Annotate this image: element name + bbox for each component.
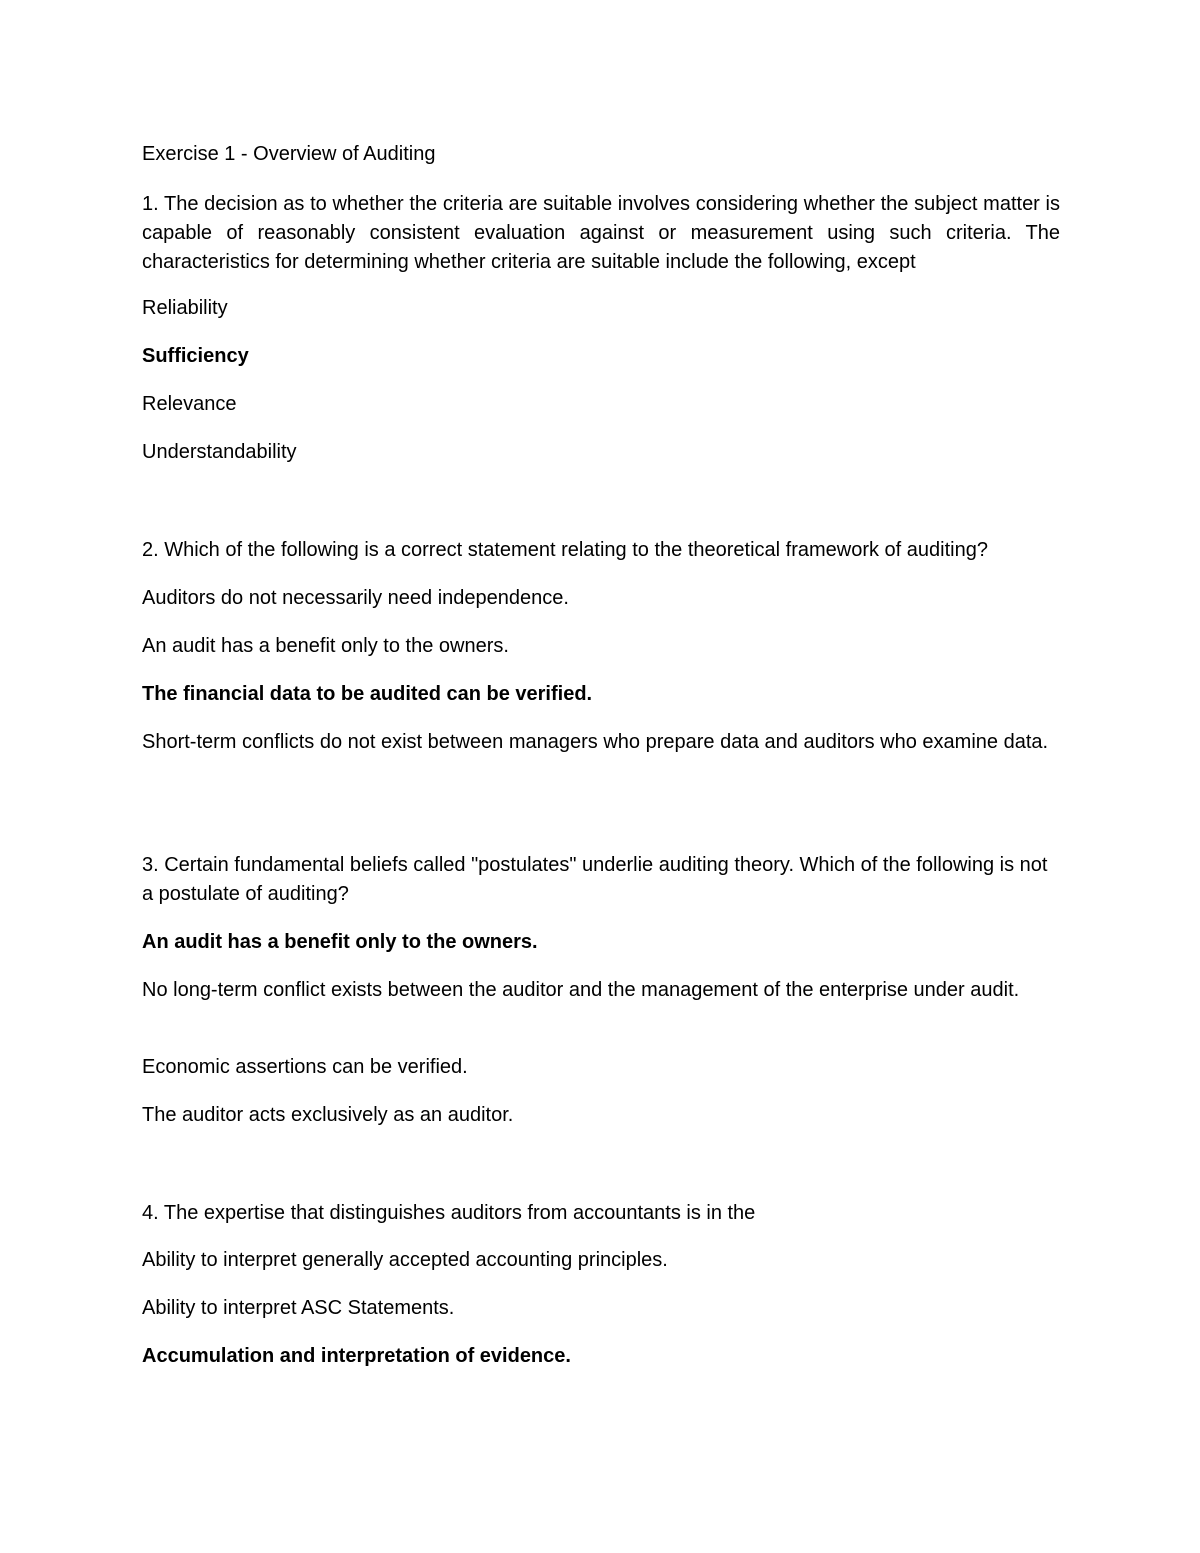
question-1-option-b: Sufficiency [142, 345, 249, 367]
question-4-option-a: Ability to interpret generally accepted accounting principles. [142, 1249, 668, 1271]
question-4-option-c: Accumulation and interpretation of evidence. [142, 1345, 571, 1367]
question-4-option-b: Ability to interpret ASC Statements. [142, 1297, 455, 1319]
question-1-option-d: Understandability [142, 441, 297, 463]
question-2-option-c: The financial data to be audited can be verified. [142, 683, 593, 705]
question-2-option-d: Short-term conflicts do not exist between managers who prepare data and auditors who examine data. [142, 731, 1049, 753]
question-2-option-b: An audit has a benefit only to the owners. [142, 635, 509, 657]
question-2-prompt: 2. Which of the following is a correct statement relating to the theoretical framework of auditing? [142, 539, 988, 561]
question-3-option-b: No long-term conflict exists between the auditor and the management of the enterprise under audit. [142, 979, 1020, 1001]
question-1-prompt: 1. The decision as to whether the criteria are suitable involves considering whether the subject matter is capable of reasonably consistent evaluation against or measurement using such criteria. The characteristics for determining whether criteria are suitable include the following, except [142, 193, 1060, 273]
question-4-prompt: 4. The expertise that distinguishes auditors from accountants is in the [142, 1202, 756, 1224]
document-title: Exercise 1 - Overview of Auditing [142, 143, 436, 165]
question-3-option-d: The auditor acts exclusively as an auditor. [142, 1104, 514, 1126]
question-3-prompt: 3. Certain fundamental beliefs called "postulates" underlie auditing theory. Which of the following is not a postulate of auditing? [142, 854, 1048, 905]
question-3-option-c: Economic assertions can be verified. [142, 1056, 468, 1078]
question-3-option-a: An audit has a benefit only to the owners. [142, 931, 538, 953]
question-1-option-c: Relevance [142, 393, 237, 415]
question-2-option-a: Auditors do not necessarily need independence. [142, 587, 569, 609]
question-1-option-a: Reliability [142, 297, 228, 319]
